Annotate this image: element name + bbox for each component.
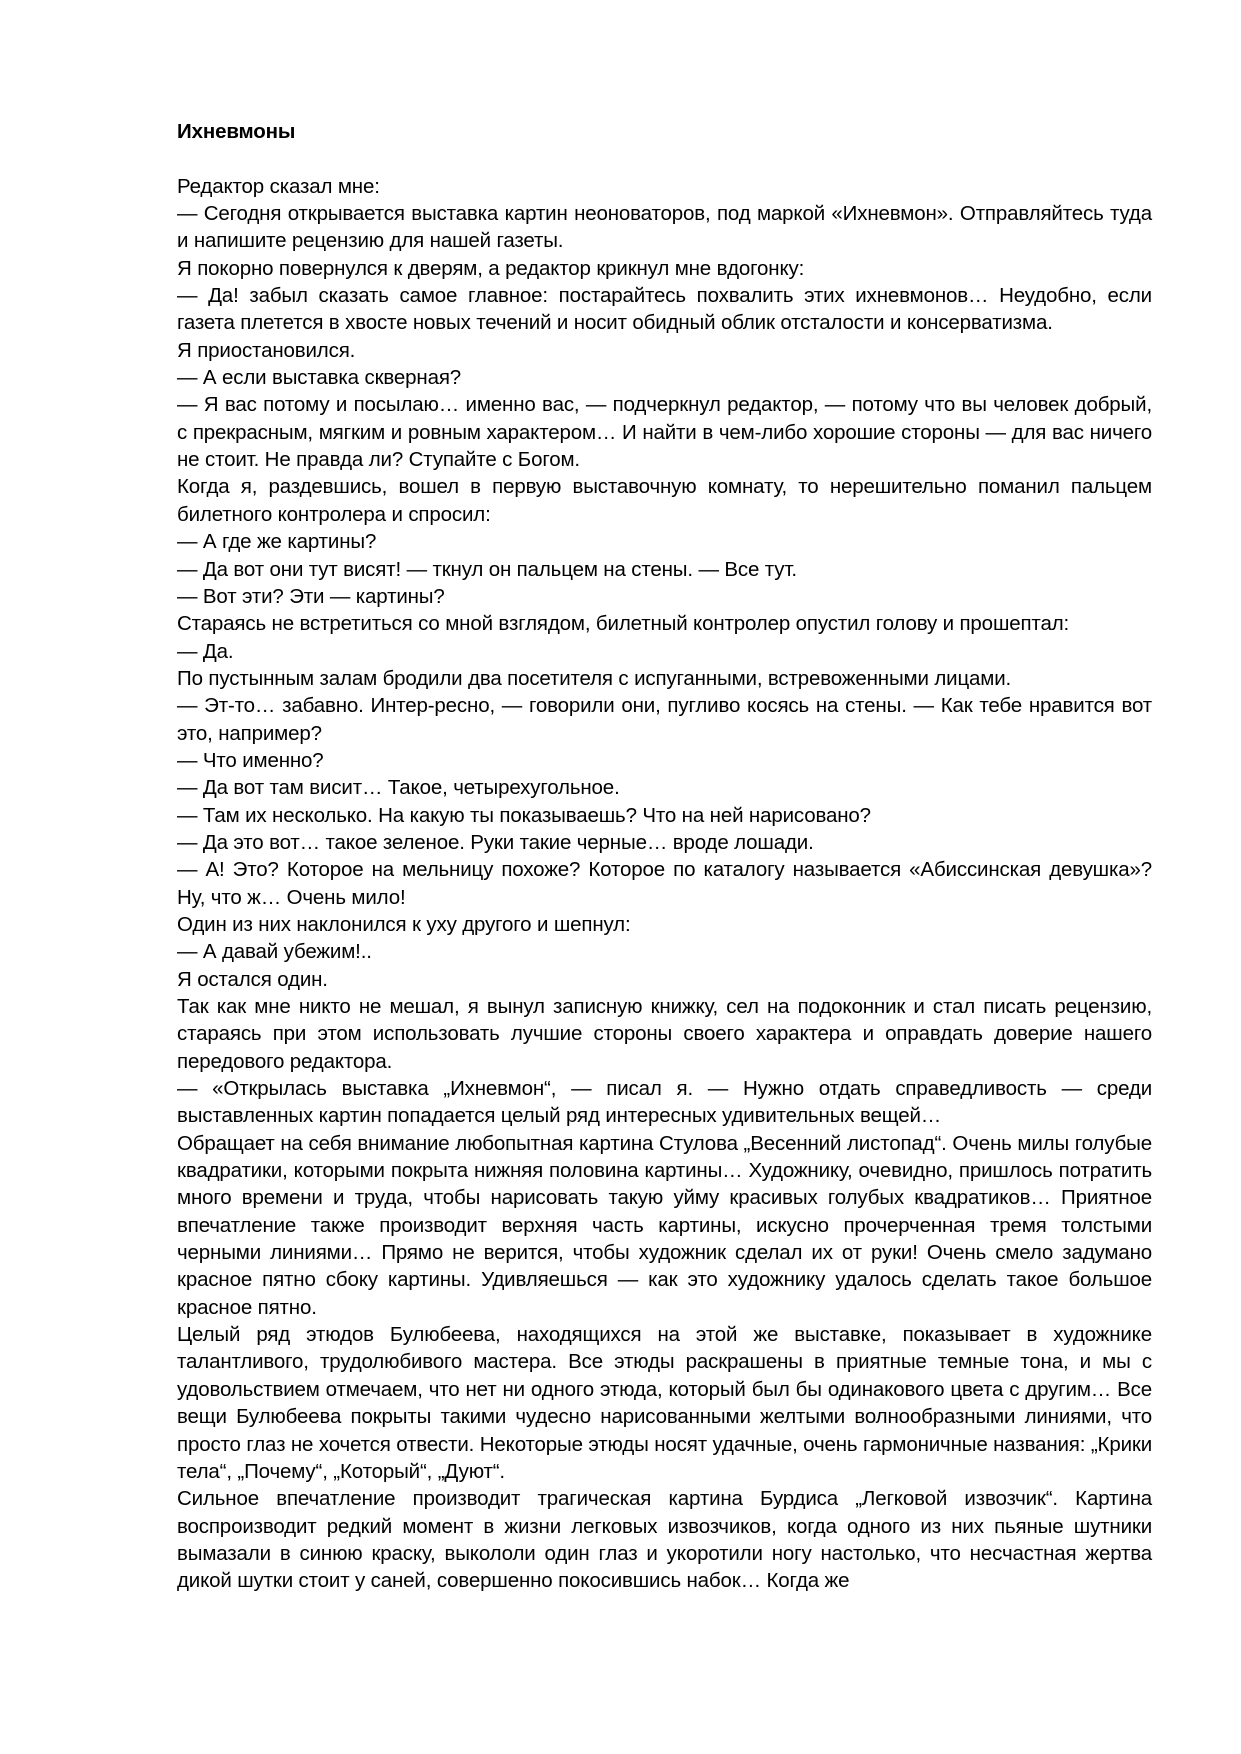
- paragraph: Я покорно повернулся к дверям, а редактор крикнул мне вдогонку:: [177, 256, 805, 280]
- paragraph: — А! Это? Которое на мельницу похоже? Которое по каталогу называется «Абиссинская девушка»? Ну, что ж… Очень мило!: [177, 858, 1152, 909]
- paragraph: Я приостановился.: [177, 338, 356, 362]
- paragraph: Один из них наклонился к уху другого и шепнул:: [177, 912, 631, 936]
- paragraph: Стараясь не встретиться со мной взглядом, билетный контролер опустил голову и прошептал:: [177, 612, 1070, 636]
- document-body: [177, 173, 1152, 1595]
- paragraph: — Я вас потому и посылаю… именно вас, — подчеркнул редактор, — потому что вы человек добрый, с прекрасным, мягким и ровным характером… И найти в чем-либо хорошие стороны — для вас ничего не стоит. Не правда ли? Ступайте с Богом.: [177, 393, 1152, 472]
- paragraph: — Да! забыл сказать самое главное: постарайтесь похвалить этих ихневмонов… Неудобно, если газета плетется в хвосте новых течений и носит обидный облик отсталости и консерватизма.: [177, 284, 1152, 335]
- paragraph: — Да это вот… такое зеленое. Руки такие черные… вроде лошади.: [177, 830, 814, 854]
- paragraph: Редактор сказал мне:: [177, 174, 380, 198]
- paragraph: — «Открылась выставка „Ихневмон“, — писал я. — Нужно отдать справедливость — среди выставленных картин попадается целый ряд интересных удивительных вещей…: [177, 1077, 1152, 1128]
- paragraph: — Вот эти? Эти — картины?: [177, 584, 445, 608]
- paragraph: — Сегодня открывается выставка картин неоноваторов, под маркой «Ихневмон». Отправляйтесь туда и напишите рецензию для нашей газеты.: [177, 202, 1152, 253]
- paragraph: — Что именно?: [177, 748, 324, 772]
- paragraph: Когда я, раздевшись, вошел в первую выставочную комнату, то нерешительно поманил пальцем билетного контролера и спросил:: [177, 475, 1152, 526]
- paragraph: По пустынным залам бродили два посетителя с испуганными, встревоженными лицами.: [177, 666, 1012, 690]
- paragraph: Так как мне никто не мешал, я вынул записную книжку, сел на подоконник и стал писать рецензию, стараясь при этом использовать лучшие стороны своего характера и оправдать доверие нашего передового редактора.: [177, 995, 1152, 1073]
- paragraph: — А давай убежим!..: [177, 940, 372, 964]
- paragraph: Обращает на себя внимание любопытная картина Стулова „Весенний листопад“. Очень милы голубые квадратики, которыми покрыта нижняя половина картины… Художнику, очевидно, пришлось потратить много времени и труда, чтобы нарисовать такую уйму красивых голубых квадратиков… Приятное впечатление также производит верхняя часть картины, искусно прочерченная тремя толстыми черными линиями… Прямо не верится, чтобы художник сделал их от руки! Очень смело задумано красное пятно сбоку картины. Удивляешься — как это художнику удалось сделать такое большое красное пятно.: [177, 1131, 1152, 1319]
- paragraph: — А где же картины?: [177, 530, 377, 554]
- document-title: Ихневмоны: [177, 120, 296, 143]
- paragraph: — Эт-то… забавно. Интер-ресно, — говорили они, пугливо косясь на стены. — Как тебе нравится вот это, например?: [177, 694, 1152, 745]
- paragraph: — Да.: [177, 639, 234, 663]
- paragraph: — А если выставка скверная?: [177, 366, 462, 390]
- paragraph: Целый ряд этюдов Булюбеева, находящихся на этой же выставке, показывает в художнике талантливого, трудолюбивого мастера. Все этюды раскрашены в приятные темные тона, и мы с удовольствием отмечаем, что нет ни одного этюда, который был бы одинакового цвета с другим… Все вещи Булюбеева покрыты такими чудесно нарисованными желтыми волнообразными линиями, что просто глаз не хочется отвести. Некоторые этюды носят удачные, очень гармоничные названия: „Крики тела“, „Почему“, „Который“, „Дуют“.: [177, 1323, 1152, 1483]
- paragraph: — Там их несколько. На какую ты показываешь? Что на ней нарисовано?: [177, 803, 871, 827]
- paragraph: Сильное впечатление производит трагическая картина Бурдиса „Легковой извозчик“. Картина воспроизводит редкий момент в жизни легковых извозчиков, когда одного из них пьяные шутники вымазали в синюю краску, выкололи один глаз и укоротили ногу настолько, что несчастная жертва дикой шутки стоит у саней, совершенно покосившись набок… Когда же: [177, 1487, 1152, 1593]
- paragraph: Я остался один.: [177, 967, 328, 991]
- paragraph: — Да вот там висит… Такое, четырехугольное.: [177, 776, 620, 800]
- paragraph: — Да вот они тут висят! — ткнул он пальцем на стены. — Все тут.: [177, 557, 797, 581]
